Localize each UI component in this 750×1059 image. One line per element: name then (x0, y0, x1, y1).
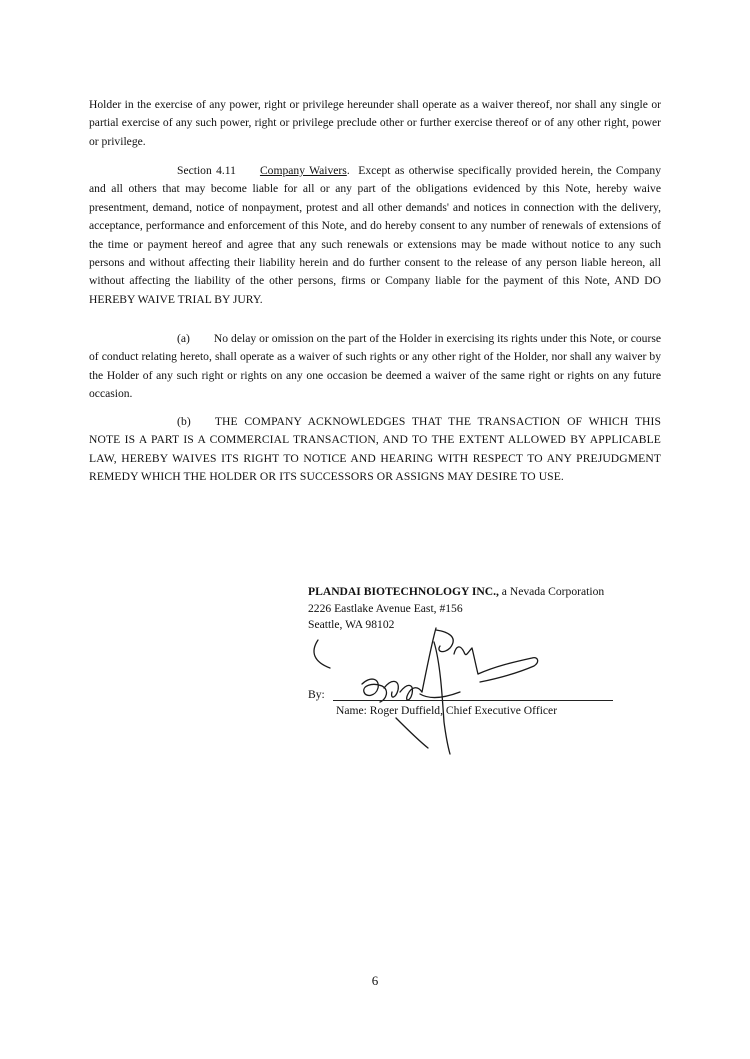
paragraph-waiver-holder: Holder in the exercise of any power, right or privilege hereunder shall operate as a waiver thereof, nor shall any single or partial exercise of any such power, right or privilege preclude other or further exercise thereof or of any other right, power or privilege. (89, 98, 661, 148)
paragraph-a-label: (a) (177, 332, 190, 345)
page-number: 6 (371, 973, 379, 988)
paragraph-b-body: THE COMPANY ACKNOWLEDGES THAT THE TRANSACTION OF WHICH THIS NOTE IS A PART IS A COMMERCIAL TRANSACTION, AND TO THE EXTENT ALLOWED BY APPLICABLE LAW, HEREBY WAIVES ITS RIGHT TO NOTICE AND HEARING WITH RESPECT TO ANY PREJUDGMENT REMEDY WHICH THE HOLDER OR ITS SUCCESSORS OR ASSIGNS MAY DESIRE TO USE. (89, 415, 661, 484)
signature-line (333, 700, 613, 701)
handwritten-signature (300, 622, 560, 762)
section-number: Section 4.11 (177, 164, 236, 177)
signatory-name: Name: Roger Duffield, Chief Executive Officer (336, 704, 558, 717)
by-label: By: (308, 688, 325, 701)
section-body: Except as otherwise specifically provided herein, the Company and all others that may become liable for all or any part of the obligations evidenced by this Note, hereby waive presentment, demand, notice of nonpayment, protest and all other demands' and notices in connection with the delivery, acceptance, performance and enforcement of this Note, and do hereby consent to any number of renewals of extensions of the time or payment hereof and agree that any such renewals or extensions may be made without notice to any such persons and without affecting their liability herein and do further consent to the release of any person liable hereon, all without affecting the liability of the other persons, firms or Company liable for the payment of this Note, AND DO HEREBY WAIVE TRIAL BY JURY. (89, 164, 661, 306)
section-title: Company Waivers (259, 164, 347, 177)
address-line-1: 2226 Eastlake Avenue East, #156 (308, 601, 463, 615)
paragraph-b (89, 413, 661, 487)
company-line (308, 584, 688, 601)
section-title-period: . (346, 164, 350, 177)
paragraph-a (89, 330, 661, 404)
paragraph-a-body: No delay or omission on the part of the Holder in exercising its rights under this Note, or course of conduct relating hereto, shall operate as a waiver of such rights or any other right of the Holder, nor shall any waiver by the Holder of any such right or rights on any one occasion be deemed a waiver of the same right or rights on any future occasion. (89, 332, 661, 401)
address-line-2: Seattle, WA 98102 (308, 618, 395, 632)
paragraph-section-4-11 (89, 162, 661, 309)
company-suffix: a Nevada Corporation (498, 585, 605, 598)
company-name: PLANDAI BIOTECHNOLOGY INC., (308, 585, 499, 598)
paragraph-b-label: (b) (177, 415, 191, 428)
